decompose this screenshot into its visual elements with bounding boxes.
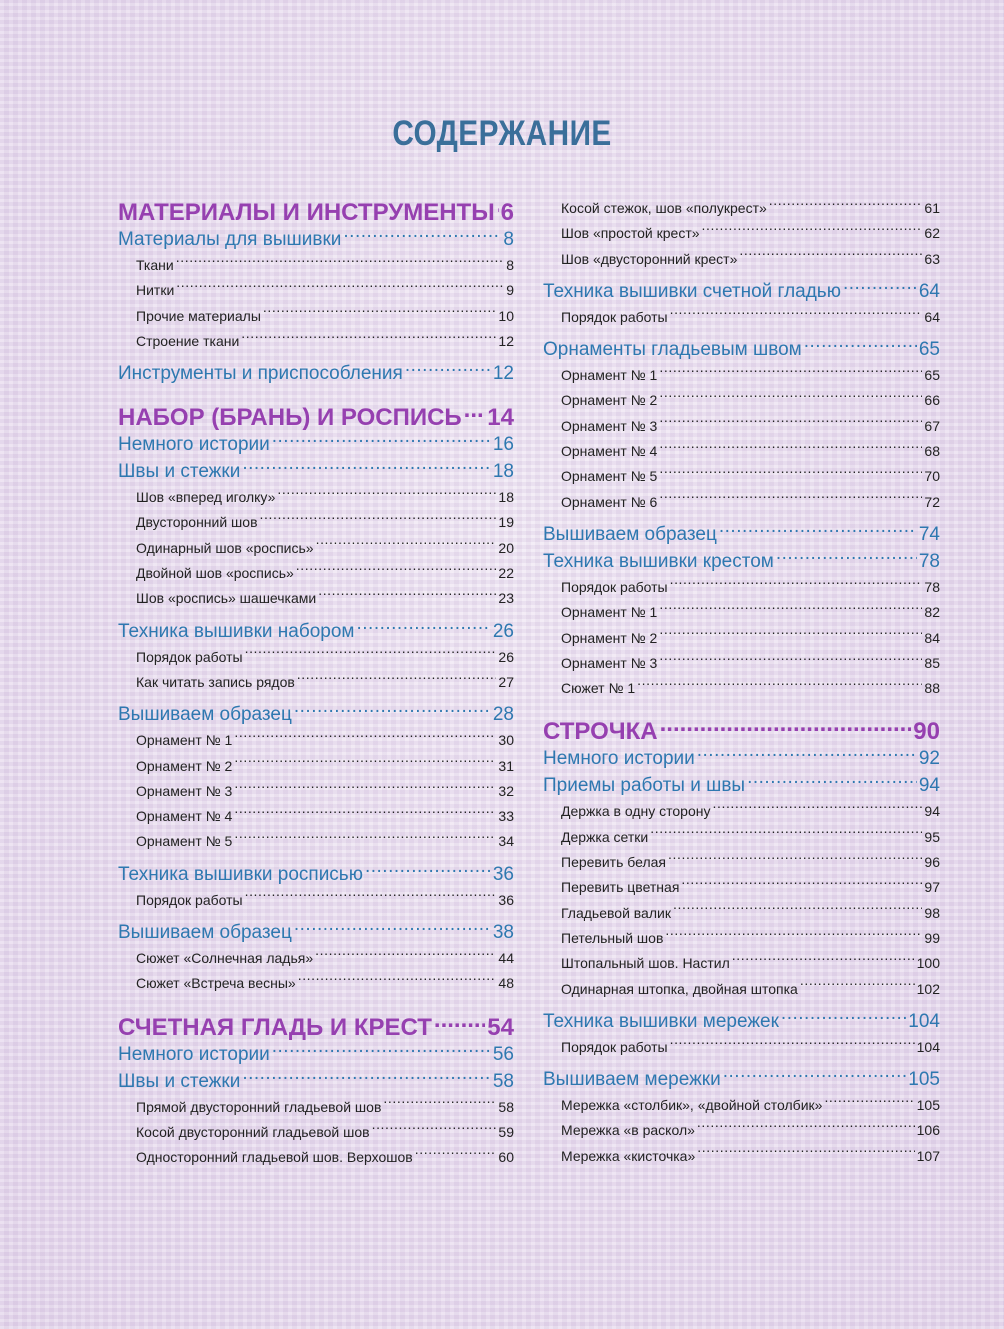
toc-item[interactable] <box>543 825 940 850</box>
toc-entry-label: Мережка «кисточка» <box>561 1147 696 1164</box>
toc-section[interactable] <box>118 401 514 431</box>
dot-leader <box>263 307 497 321</box>
toc-entry-label: Техника вышивки росписью <box>118 863 363 885</box>
toc-entry-page: 22 <box>498 565 514 582</box>
toc-entry-page: 67 <box>924 417 940 434</box>
dot-leader <box>843 278 917 297</box>
toc-subsection[interactable] <box>543 1008 940 1035</box>
toc-entry-page: 56 <box>492 1043 514 1065</box>
toc-subsection[interactable] <box>118 1041 514 1068</box>
toc-entry-page: 78 <box>924 578 940 595</box>
dot-leader <box>316 539 497 553</box>
dot-leader <box>234 731 496 745</box>
toc-entry-label: Орнамент № 3 <box>561 417 658 434</box>
toc-item[interactable] <box>543 951 940 976</box>
toc-entry-label: Строение ткани <box>136 332 240 349</box>
toc-entry-page: 31 <box>498 757 514 774</box>
toc-entry-page: 58 <box>498 1098 514 1115</box>
toc-entry-label: Орнамент № 3 <box>561 654 658 671</box>
toc-entry-label: Орнамент № 1 <box>136 732 233 749</box>
dot-leader <box>383 1098 496 1112</box>
dot-leader <box>234 807 496 821</box>
dot-leader <box>356 618 490 637</box>
page-title: СОДЕРЖАНИЕ <box>392 114 612 153</box>
toc-item[interactable] <box>543 875 940 900</box>
toc-entry-page: 72 <box>924 493 940 510</box>
toc-subsection[interactable] <box>118 919 514 946</box>
toc-entry-label: Штопальный шов. Настил <box>561 955 730 972</box>
toc-entry-label: Шов «вперед иголку» <box>136 489 276 506</box>
toc-entry-label: Двойной шов «роспись» <box>136 565 294 582</box>
toc-entry-label: Перевить цветная <box>561 879 680 896</box>
toc-entry-page: 32 <box>498 782 514 799</box>
dot-leader <box>670 308 923 322</box>
dot-leader <box>296 564 497 578</box>
toc-item[interactable] <box>543 305 940 330</box>
toc-item[interactable] <box>118 829 514 854</box>
toc-entry-label: Сюжет «Встреча весны» <box>136 975 296 992</box>
dot-leader <box>659 467 922 481</box>
toc-item[interactable] <box>543 490 940 515</box>
toc-entry-label: Орнамент № 6 <box>561 493 658 510</box>
toc-item[interactable] <box>543 1118 940 1143</box>
toc-subsection[interactable] <box>118 618 514 645</box>
dot-leader <box>294 701 491 720</box>
dot-leader <box>245 648 497 662</box>
toc-entry-page: 100 <box>916 955 940 972</box>
toc-entry-page: 102 <box>916 980 940 997</box>
toc-entry-label: Шов «двусторонний крест» <box>561 250 738 267</box>
toc-entry-label: Порядок работы <box>561 308 668 325</box>
toc-entry-page: 63 <box>924 250 940 267</box>
dot-leader <box>824 1096 914 1110</box>
toc-section[interactable] <box>118 1011 514 1041</box>
toc-entry-label: Приемы работы и швы <box>543 775 746 797</box>
dot-leader <box>804 336 917 355</box>
toc-subsection[interactable] <box>543 278 940 305</box>
toc-entry-page: 62 <box>924 225 940 242</box>
toc-entry-page: 90 <box>913 718 940 746</box>
toc-item[interactable] <box>118 253 514 278</box>
dot-leader <box>637 679 922 693</box>
toc-entry-label: Немного истории <box>118 434 270 456</box>
toc-entry-label: Порядок работы <box>561 578 668 595</box>
toc-item[interactable] <box>118 304 514 329</box>
dot-leader <box>234 782 496 796</box>
dot-leader <box>659 493 922 507</box>
toc-entry-page: 85 <box>924 654 940 671</box>
toc-entry-page: 9 <box>506 282 514 299</box>
dot-leader <box>732 954 915 968</box>
toc-item[interactable] <box>543 1144 940 1169</box>
dot-leader <box>650 828 922 842</box>
dot-leader <box>272 1041 491 1060</box>
dot-leader <box>776 548 917 567</box>
toc-entry-page: 26 <box>492 620 514 642</box>
toc-entry-label: Вышиваем образец <box>118 922 292 944</box>
toc-entry-label: Как читать запись рядов <box>136 673 295 690</box>
toc-column-right <box>543 196 940 1169</box>
toc-subsection[interactable] <box>118 458 514 485</box>
toc-entry-label: Порядок работы <box>136 891 243 908</box>
dot-leader <box>712 802 922 816</box>
toc-item[interactable] <box>543 196 940 221</box>
toc-subsection[interactable] <box>118 861 514 888</box>
toc-item[interactable] <box>543 799 940 824</box>
toc-item[interactable] <box>543 363 940 388</box>
toc-entry-page: 33 <box>498 808 514 825</box>
toc-entry-page: 30 <box>498 732 514 749</box>
toc-entry-label: Прямой двусторонний гладьевой шов <box>136 1098 382 1115</box>
toc-entry-label: Косой стежок, шов «полукрест» <box>561 200 767 216</box>
toc-entry-page: 74 <box>918 523 940 545</box>
dot-leader <box>659 442 922 456</box>
toc-item[interactable] <box>543 575 940 600</box>
dot-leader <box>365 861 491 880</box>
toc-subsection[interactable] <box>543 772 940 799</box>
toc-item[interactable] <box>118 1120 514 1145</box>
dot-leader <box>670 1038 915 1052</box>
dot-leader <box>405 360 491 379</box>
toc-entry-label: СЧЕТНАЯ ГЛАДЬ И КРЕСТ <box>118 1013 432 1041</box>
toc-entry-page: 38 <box>492 922 514 944</box>
dot-leader <box>719 521 917 540</box>
dot-leader <box>781 1008 906 1027</box>
toc-entry-label: СТРОЧКА <box>543 718 658 746</box>
toc-item[interactable] <box>543 247 940 272</box>
toc-item[interactable] <box>118 888 514 913</box>
toc-item[interactable] <box>543 850 940 875</box>
toc-item[interactable] <box>118 510 514 535</box>
dot-leader <box>497 196 499 220</box>
toc-entry-page: 59 <box>498 1123 514 1140</box>
dot-leader <box>318 589 496 603</box>
toc-entry-label: Орнамент № 2 <box>561 629 658 646</box>
dot-leader <box>800 980 915 994</box>
toc-entry-page: 106 <box>916 1122 940 1139</box>
spacer <box>118 387 514 401</box>
toc-entry-label: МАТЕРИАЛЫ И ИНСТРУМЕНТЫ <box>118 199 495 226</box>
toc-entry-page: 107 <box>916 1147 940 1164</box>
toc-entry-label: Швы и стежки <box>118 1070 241 1092</box>
toc-entry-page: 60 <box>498 1149 514 1166</box>
toc-item[interactable] <box>118 561 514 586</box>
toc-item[interactable] <box>543 651 940 676</box>
toc-entry-label: Гладьевой валик <box>561 904 671 921</box>
dot-leader <box>241 332 496 346</box>
toc-entry-page: 99 <box>924 929 940 946</box>
toc-entry-label: Техника вышивки крестом <box>543 550 774 572</box>
toc-entry-page: 26 <box>498 648 514 665</box>
dot-leader <box>245 891 497 905</box>
toc-entry-page: 65 <box>918 339 940 361</box>
toc-entry-page: 6 <box>500 199 514 226</box>
toc-item[interactable] <box>543 600 940 625</box>
toc-entry-label: Немного истории <box>543 748 695 770</box>
dot-leader <box>702 224 923 238</box>
toc-entry-page: 65 <box>924 367 940 384</box>
toc-entry-page: 97 <box>924 879 940 896</box>
toc-entry-label: Перевить белая <box>561 854 666 871</box>
toc-item[interactable] <box>118 670 514 695</box>
dot-leader <box>294 919 491 938</box>
toc-column-left <box>118 196 514 1171</box>
toc-entry-label: Порядок работы <box>136 648 243 665</box>
toc-entry-label: Орнамент № 4 <box>561 443 658 460</box>
toc-entry-label: Двусторонний шов <box>136 514 258 531</box>
dot-leader <box>659 366 922 380</box>
toc-entry-label: Шов «роспись» шашечками <box>136 590 317 607</box>
toc-item[interactable] <box>543 901 940 926</box>
toc-item[interactable] <box>543 1093 940 1118</box>
toc-subsection[interactable] <box>118 1068 514 1095</box>
toc-item[interactable] <box>118 485 514 510</box>
toc-entry-label: Орнамент № 1 <box>561 604 658 621</box>
toc-entry-page: 14 <box>487 404 514 432</box>
dot-leader <box>234 757 496 771</box>
toc-item[interactable] <box>118 645 514 670</box>
toc-entry-page: 58 <box>492 1070 514 1092</box>
toc-item[interactable] <box>118 1095 514 1120</box>
toc-entry-label: Шов «простой крест» <box>561 225 700 242</box>
toc-entry-page: 105 <box>908 1069 940 1091</box>
toc-entry-page: 105 <box>916 1097 940 1114</box>
toc-entry-page: 18 <box>498 489 514 506</box>
toc-entry-page: 61 <box>924 200 940 216</box>
dot-leader <box>673 904 922 918</box>
toc-entry-page: 23 <box>498 590 514 607</box>
dot-leader <box>176 281 504 295</box>
toc-subsection[interactable] <box>118 701 514 728</box>
dot-leader <box>659 391 922 405</box>
toc-item[interactable] <box>543 464 940 489</box>
dot-leader <box>272 431 491 450</box>
toc-entry-label: Одинарная штопка, двойная штопка <box>561 980 798 997</box>
dot-leader <box>298 974 497 988</box>
toc-entry-label: Орнамент № 5 <box>561 468 658 485</box>
toc-entry-label: Ткани <box>136 257 174 273</box>
toc-entry-label: Вышиваем образец <box>118 704 292 726</box>
toc-item[interactable] <box>543 388 940 413</box>
toc-item[interactable] <box>118 728 514 753</box>
toc-entry-page: 104 <box>908 1010 940 1032</box>
dot-leader <box>260 513 497 527</box>
toc-entry-label: Односторонний гладьевой шов. Верхошов <box>136 1149 413 1166</box>
dot-leader <box>372 1123 497 1137</box>
toc-subsection[interactable] <box>543 548 940 575</box>
toc-entry-label: Техника вышивки набором <box>118 620 355 642</box>
toc-subsection[interactable] <box>543 1066 940 1093</box>
toc-entry-page: 12 <box>492 363 514 385</box>
dot-leader <box>659 654 922 668</box>
toc-entry-label: Орнамент № 5 <box>136 833 233 850</box>
toc-item[interactable] <box>118 804 514 829</box>
toc-entry-label: Мережка «столбик», «двойной столбик» <box>561 1097 823 1114</box>
toc-entry-label: Вышиваем мережки <box>543 1069 721 1091</box>
toc-entry-label: Орнамент № 3 <box>136 782 233 799</box>
toc-item[interactable] <box>543 676 940 701</box>
toc-entry-label: Мережка «в раскол» <box>561 1122 695 1139</box>
dot-leader <box>769 199 923 213</box>
toc-item[interactable] <box>118 946 514 971</box>
toc-entry-page: 92 <box>918 748 940 770</box>
dot-leader <box>681 878 922 892</box>
toc-entry-page: 20 <box>498 539 514 556</box>
toc-entry-page: 12 <box>498 332 514 349</box>
toc-subsection[interactable] <box>543 521 940 548</box>
dot-leader <box>670 578 923 592</box>
toc-entry-page: 28 <box>492 704 514 726</box>
toc-entry-label: Вышиваем образец <box>543 523 717 545</box>
dot-leader <box>697 745 917 764</box>
toc-entry-label: Держка сетки <box>561 828 649 845</box>
toc-entry-label: Прочие материалы <box>136 307 261 324</box>
toc-item[interactable] <box>543 414 940 439</box>
toc-entry-page: 82 <box>924 604 940 621</box>
dot-leader <box>659 629 922 643</box>
toc-entry-label: Немного истории <box>118 1043 270 1065</box>
toc-entry-label: Порядок работы <box>561 1038 668 1055</box>
toc-entry-label: НАБОР (БРАНЬ) И РОСПИСЬ <box>118 404 462 432</box>
dot-leader <box>739 250 922 264</box>
toc-subsection[interactable] <box>543 336 940 363</box>
toc-entry-page: 8 <box>506 257 514 273</box>
toc-item[interactable] <box>118 586 514 611</box>
toc-entry-label: Техника вышивки мережек <box>543 1010 779 1032</box>
dot-leader <box>659 417 922 431</box>
spacer <box>543 701 940 715</box>
dot-leader <box>415 1148 497 1162</box>
dot-leader <box>723 1066 907 1085</box>
toc-entry-page: 16 <box>492 434 514 456</box>
toc-entry-label: Сюжет № 1 <box>561 680 636 697</box>
toc-entry-label: Орнамент № 2 <box>561 392 658 409</box>
toc-entry-label: Швы и стежки <box>118 461 241 483</box>
toc-entry-label: Сюжет «Солнечная ладья» <box>136 950 314 967</box>
dot-leader <box>242 458 491 477</box>
toc-entry-label: Орнамент № 1 <box>561 367 658 384</box>
dot-leader <box>315 949 496 963</box>
toc-subsection[interactable] <box>118 360 514 387</box>
toc-item[interactable] <box>118 278 514 303</box>
toc-entry-page: 64 <box>924 308 940 325</box>
toc-item[interactable] <box>543 926 940 951</box>
toc-entry-page: 78 <box>918 550 940 572</box>
toc-item[interactable] <box>118 971 514 996</box>
dot-leader <box>659 603 922 617</box>
dot-leader <box>234 832 496 846</box>
toc-entry-label: Орнамент № 2 <box>136 757 233 774</box>
dot-leader <box>665 929 922 943</box>
toc-entry-page: 36 <box>492 863 514 885</box>
toc-item[interactable] <box>543 221 940 246</box>
toc-entry-page: 19 <box>498 514 514 531</box>
dot-leader <box>297 673 497 687</box>
toc-entry-page: 64 <box>918 280 940 302</box>
toc-entry-page: 104 <box>916 1038 940 1055</box>
toc-entry-page: 48 <box>498 975 514 992</box>
toc-subsection[interactable] <box>118 431 514 458</box>
toc-entry-page: 95 <box>924 828 940 845</box>
dot-leader <box>668 853 922 867</box>
toc-item[interactable] <box>543 1035 940 1060</box>
toc-entry-page: 84 <box>924 629 940 646</box>
toc-subsection[interactable] <box>543 745 940 772</box>
toc-entry-label: Инструменты и приспособления <box>118 363 403 385</box>
dot-leader <box>434 1011 485 1035</box>
toc-entry-page: 34 <box>498 833 514 850</box>
toc-entry-label: Нитки <box>136 282 175 299</box>
toc-item[interactable] <box>118 754 514 779</box>
toc-entry-label: Косой двусторонний гладьевой шов <box>136 1123 370 1140</box>
dot-leader <box>242 1068 491 1087</box>
toc-item[interactable] <box>543 626 940 651</box>
toc-item[interactable] <box>118 779 514 804</box>
toc-item[interactable] <box>543 977 940 1002</box>
toc-entry-label: Держка в одну сторону <box>561 803 711 820</box>
toc-entry-page: 8 <box>503 229 514 250</box>
toc-entry-page: 36 <box>498 891 514 908</box>
dot-leader <box>697 1147 914 1161</box>
toc-entry-page: 96 <box>924 854 940 871</box>
toc-section[interactable] <box>543 715 940 745</box>
toc-entry-page: 88 <box>924 680 940 697</box>
dot-leader <box>697 1121 915 1135</box>
toc-entry-page: 70 <box>924 468 940 485</box>
toc-entry-page: 54 <box>487 1013 514 1041</box>
toc-item[interactable] <box>118 329 514 354</box>
dot-leader <box>660 715 912 739</box>
dot-leader <box>464 401 486 425</box>
toc-entry-page: 68 <box>924 443 940 460</box>
toc-section[interactable] <box>118 196 514 226</box>
toc-entry-label: Петельный шов <box>561 929 664 946</box>
toc-entry-label: Одинарный шов «роспись» <box>136 539 314 556</box>
toc-entry-page: 98 <box>924 904 940 921</box>
toc-entry-page: 27 <box>498 673 514 690</box>
toc-entry-page: 94 <box>918 775 940 797</box>
toc-entry-label: Техника вышивки счетной гладью <box>543 280 841 302</box>
toc-entry-label: Материалы для вышивки <box>118 229 342 250</box>
dot-leader <box>343 226 501 245</box>
toc-subsection[interactable] <box>118 226 514 253</box>
dot-leader <box>277 488 496 502</box>
toc-entry-page: 18 <box>492 461 514 483</box>
toc-item[interactable] <box>118 536 514 561</box>
spacer <box>118 997 514 1011</box>
toc-entry-page: 94 <box>924 803 940 820</box>
toc-entry-page: 66 <box>924 392 940 409</box>
toc-entry-page: 44 <box>498 950 514 967</box>
toc-item[interactable] <box>543 439 940 464</box>
toc-entry-label: Орнамент № 4 <box>136 808 233 825</box>
toc-entry-label: Орнаменты гладьевым швом <box>543 339 802 361</box>
dot-leader <box>176 256 504 270</box>
toc-item[interactable] <box>118 1145 514 1170</box>
toc-entry-page: 10 <box>498 307 514 324</box>
dot-leader <box>747 772 917 791</box>
